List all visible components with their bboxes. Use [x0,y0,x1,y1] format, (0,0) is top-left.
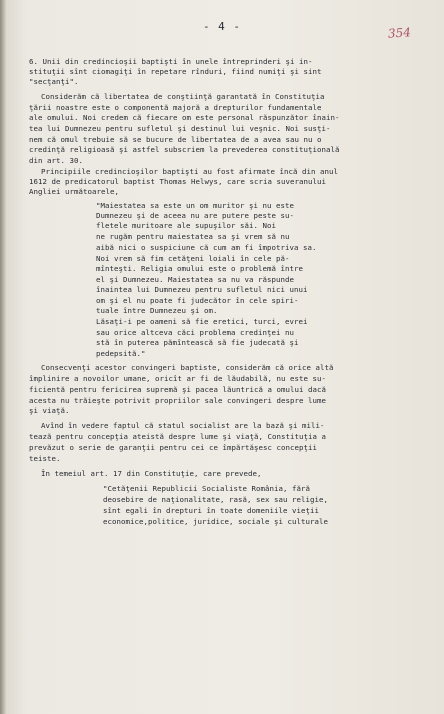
text-line: Consecvenţi acestor convingeri baptiste, considerăm că orice altă [41,363,334,372]
text-line: Dumnezeu şi de aceea nu are putere peste su- [96,211,294,220]
text-line: tea lui Dumnezeu pentru sufletul şi destinul lui veşnic. Noi susţi- [29,124,331,133]
text-line: nem că omul trebuie să se bucure de libertatea de a avea sau nu o [29,135,322,144]
text-line: aibă nici o suspiciune că cum am fi împotriva sa. [96,243,317,252]
text-line: înaintea lui Dumnezeu pentru sufletul nici unui [96,285,308,294]
text-line: sau orice altceva căci problema credinţei nu [96,328,294,337]
text-line: prevăzut o serie de garanţii pentru cei ce împărtăşesc concepţii [29,443,317,452]
binding-edge [0,0,6,714]
text-line: împlinire a novoilor umane, oricît ar fi de lăudabilă, nu este su- [29,374,326,383]
text-line: om şi el nu poate fi judecător în cele spiri- [96,296,299,305]
text-line: tuale între Dumnezeu şi om. [96,306,218,315]
text-line: stituţii sînt ciomagiţi în repetare rînduri, fiind numiţi şi sint [29,67,322,76]
text-line: sînt egali în drepturi în toate domeniile vieţii [103,506,319,515]
text-line: economice,politice, juridice, sociale şi culturale [103,517,328,526]
text-line: tează pentru concepţia ateistă despre lume şi viaţă, Constituţia a [29,432,326,441]
text-line: deosebire de naţionalitate, rasă, sex sau religie, [103,495,328,504]
text-line: şi viaţă. [29,406,70,415]
text-line: Noi vrem să fim cetăţeni loiali în cele pă- [96,254,290,263]
text-line: În temeiul art. 17 din Constituţie, care prevede, [41,469,262,478]
text-line: 1612 de predicatorul baptist Thomas Helwys, care scria suveranului [29,177,326,186]
text-line: ne rugăm pentru maiestatea sa şi vrem să nu [96,232,290,241]
text-line: 6. Unii din credincioşii baptişti în unele întreprinderi şi in- [29,57,313,66]
text-line: pedepsită." [96,349,146,358]
text-line: acesta nu trăieşte potrivit propriilor sale convingeri despre lume [29,396,326,405]
text-line: din art. 30. [29,156,83,165]
text-line: el şi Dumnezeu. Maiestatea sa nu va răspunde [96,275,294,284]
text-line: credinţă religioasă şi astfel subscriem la prevederea constituţională [29,145,340,154]
text-line: ţării noastre este o componentă majoră a drepturilor fundamentale [29,103,322,112]
text-line: mînteşti. Religia omului este o problemă între [96,264,303,273]
text-line: Considerăm că libertatea de conştiinţă garantată în Constituţia [41,92,325,101]
text-line: fletele muritoare ale supuşilor săi. Noi [96,221,276,230]
text-line: teiste. [29,454,61,463]
text-line: ficientă pentru fericirea supremă şi pacea lăuntrică a omului dacă [29,385,326,394]
text-line: "secţanţi". [29,77,79,86]
text-line: "Maiestatea sa este un om muritor şi nu este [96,201,294,210]
text-line: stă în puterea pămîntească să fie judecată şi [96,338,299,347]
text-line: Angliei următoarele, [29,187,119,196]
text-line: "Cetăţenii Republicii Socialiste România, fără [103,484,310,493]
page-number: - 4 - [202,20,242,33]
text-line: Avînd în vedere faptul că statul socialist are la bază şi mili- [41,421,325,430]
text-line: Lăsaţi-i pe oameni să fie eretici, turci, evrei [96,317,308,326]
archive-number: 354 [387,25,412,41]
text-line: Principiile credincioşilor baptişti au fost afirmate încă din anul [41,167,338,176]
text-line: ale omului. Noi credem că fiecare om este personal răspunzător înain- [29,113,340,122]
